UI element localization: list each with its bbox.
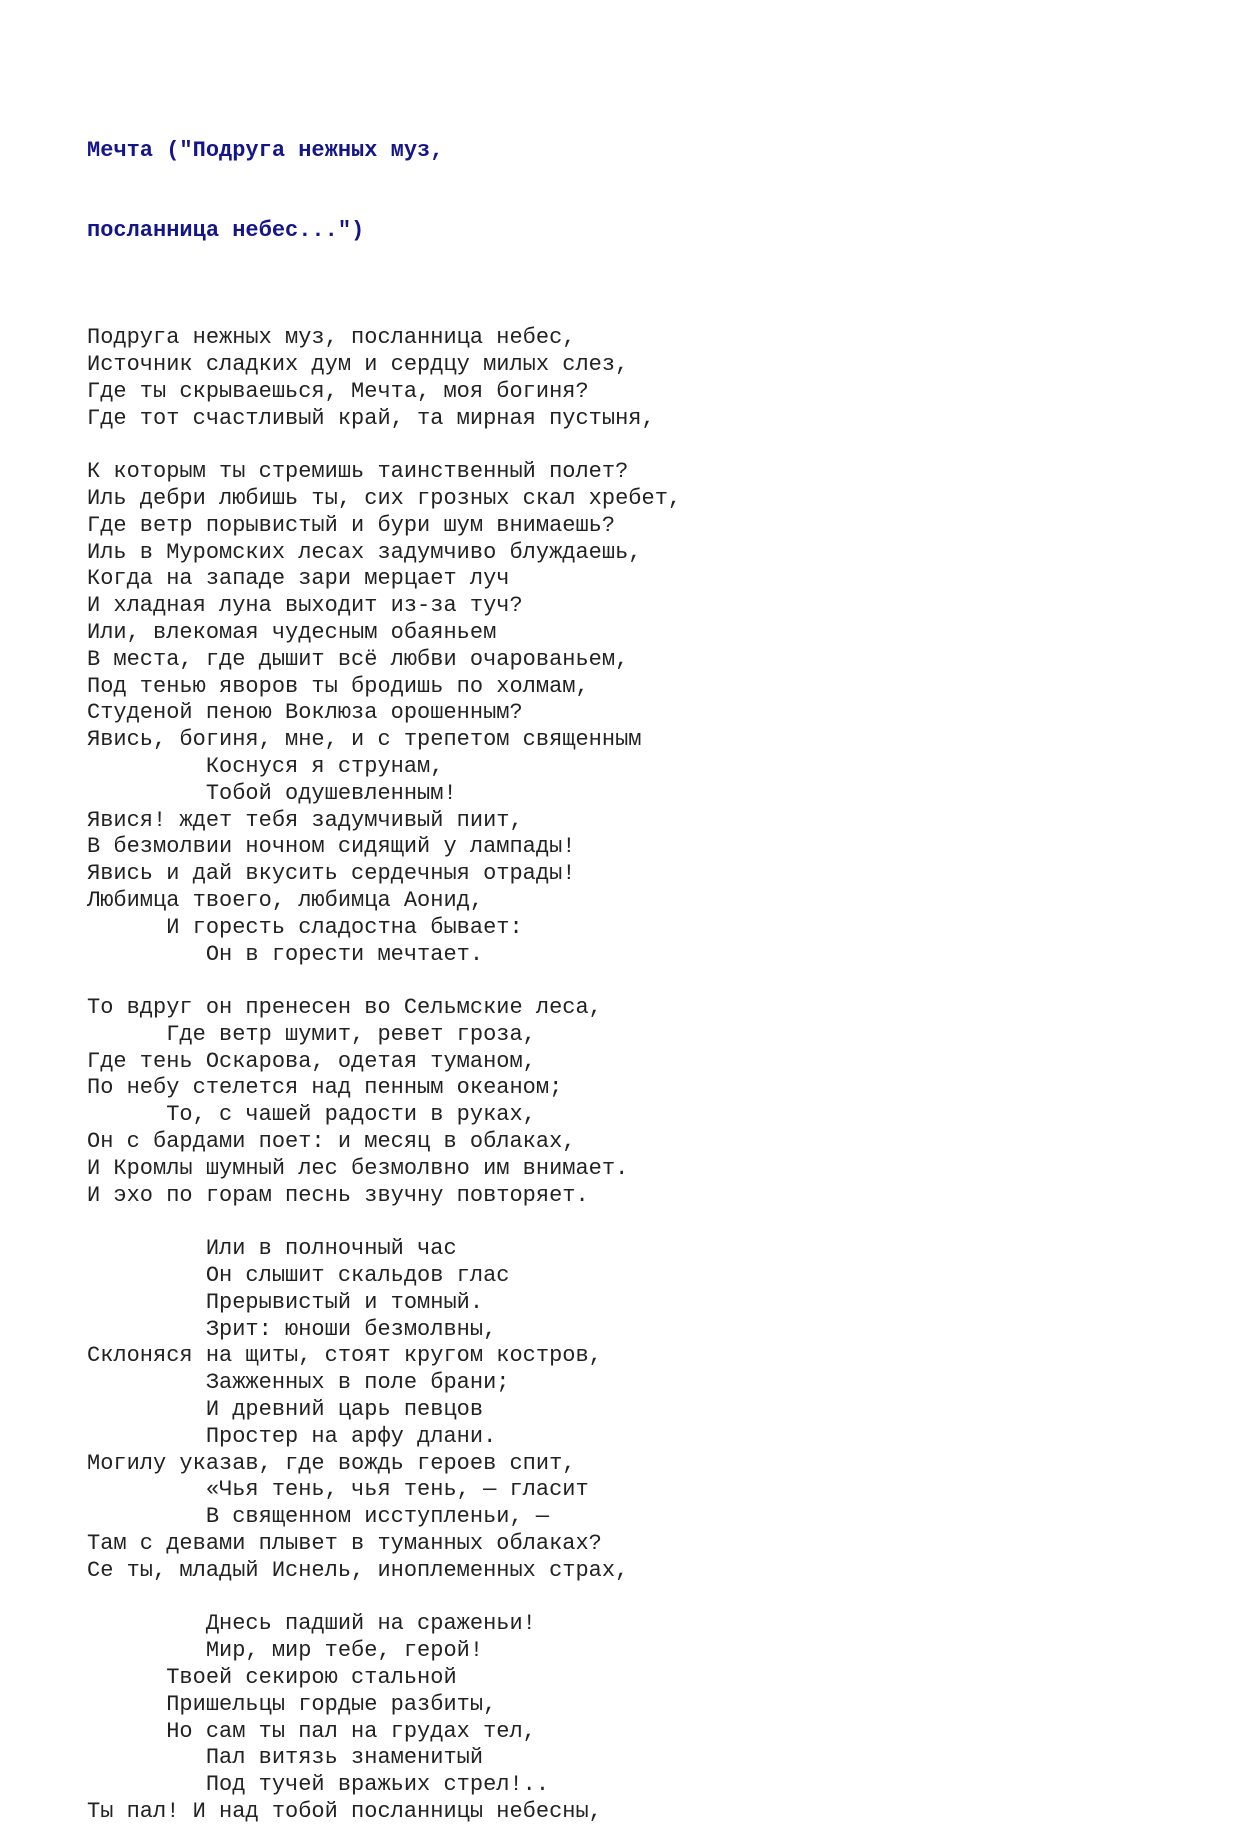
- poem-line: [87, 1585, 1187, 1612]
- poem-line: [87, 968, 1187, 995]
- poem-line: Явись и дай вкусить сердечныя отрады!: [87, 861, 576, 887]
- poem-line: В места, где дышит всё любви очарованьем,: [87, 646, 629, 672]
- poem-line: Иль в Муромских лесах задумчиво блуждаешь,: [87, 539, 642, 565]
- poem-line: К которым ты стремишь таинственный полет?: [87, 459, 629, 485]
- poem-line: Но сам ты пал на грудах тел,: [87, 1718, 536, 1744]
- poem-line: Пришельцы гордые разбиты,: [87, 1691, 497, 1717]
- poem-line: Иль дебри любишь ты, сих грозных скал хребет,: [87, 485, 682, 511]
- poem-line: Где ветр порывистый и бури шум внимаешь?: [87, 512, 616, 538]
- title-line: посланница небес..."): [87, 217, 365, 243]
- poem-line: [87, 1209, 1187, 1236]
- poem-line: Когда на западе зари мерцает луч: [87, 566, 510, 592]
- poem-line: Явися! ждет тебя задумчивый пиит,: [87, 807, 523, 833]
- poem-line: [87, 432, 1187, 459]
- poem-line: И эхо по горам песнь звучну повторяет.: [87, 1182, 589, 1208]
- poem-line: Склоняся на щиты, стоят кругом костров,: [87, 1343, 602, 1369]
- poem-line: Любимца твоего, любимца Аонид,: [87, 887, 484, 913]
- poem-line: Он слышит скальдов глас: [87, 1263, 510, 1289]
- title-line: Мечта ("Подруга нежных муз,: [87, 137, 444, 163]
- poem-line: Где тот счастливый край, та мирная пустыня,: [87, 405, 655, 431]
- document-page: [87, 84, 1187, 1826]
- poem-line: Ты пал! И над тобой посланницы небесны,: [87, 1799, 602, 1824]
- poem-line: Твоей секирою стальной: [87, 1665, 457, 1691]
- poem-line: Пал витязь знаменитый: [87, 1745, 484, 1771]
- poem-line: По небу стелется над пенным океаном;: [87, 1075, 563, 1101]
- poem-line: Зрит: юноши безмолвны,: [87, 1316, 497, 1342]
- poem-line: Подруга нежных муз, посланница небес,: [87, 325, 576, 351]
- poem-line: Днесь падший на сраженьи!: [87, 1611, 536, 1637]
- poem-line: Где ты скрываешься, Мечта, моя богиня?: [87, 378, 589, 404]
- poem-line: Под тенью яворов ты бродишь по холмам,: [87, 673, 589, 699]
- poem-line: Там с девами плывет в туманных облаках?: [87, 1531, 602, 1557]
- poem-line: И хладная луна выходит из-за туч?: [87, 593, 523, 619]
- poem-line: То вдруг он пренесен во Сельмские леса,: [87, 995, 602, 1021]
- poem-line: В священном исступленьи, —: [87, 1504, 550, 1530]
- poem-line: Где тень Оскарова, одетая туманом,: [87, 1048, 536, 1074]
- poem-line: И древний царь певцов: [87, 1397, 484, 1423]
- poem-line: Коснуся я струнам,: [87, 753, 444, 779]
- poem-line: Се ты, младый Иснель, иноплеменных страх,: [87, 1557, 629, 1583]
- poem-line: Где ветр шумит, ревет гроза,: [87, 1021, 536, 1047]
- poem-line: Или, влекомая чудесным обаяньем: [87, 619, 497, 645]
- poem-title: [87, 84, 1187, 298]
- poem-line: Под тучей вражьих стрел!..: [87, 1772, 550, 1798]
- poem-line: Он с бардами поет: и месяц в облаках,: [87, 1129, 576, 1155]
- poem-line: То, с чашей радости в руках,: [87, 1102, 536, 1128]
- poem-line: Явись, богиня, мне, и с трепетом священным: [87, 727, 642, 753]
- poem-line: Источник сладких дум и сердцу милых слез,: [87, 351, 629, 377]
- poem-line: Прерывистый и томный.: [87, 1289, 484, 1315]
- poem-line: Могилу указав, где вождь героев спит,: [87, 1450, 576, 1476]
- poem-line: Он в горести мечтает.: [87, 941, 484, 967]
- poem-line: И горесть сладостна бывает:: [87, 914, 523, 940]
- poem-line: В безмолвии ночном сидящий у лампады!: [87, 834, 576, 860]
- poem-line: Студеной пеною Воклюза орошенным?: [87, 700, 523, 726]
- poem-body: [87, 325, 1187, 1826]
- poem-line: Мир, мир тебе, герой!: [87, 1638, 484, 1664]
- poem-line: Тобой одушевленным!: [87, 780, 457, 806]
- poem-line: Или в полночный час: [87, 1236, 457, 1262]
- poem-line: Простер на арфу длани.: [87, 1423, 497, 1449]
- poem-line: Зажженных в поле брани;: [87, 1370, 510, 1396]
- poem-line: И Кромлы шумный лес безмолвно им внимает.: [87, 1155, 629, 1181]
- poem-line: «Чья тень, чья тень, — гласит: [87, 1477, 589, 1503]
